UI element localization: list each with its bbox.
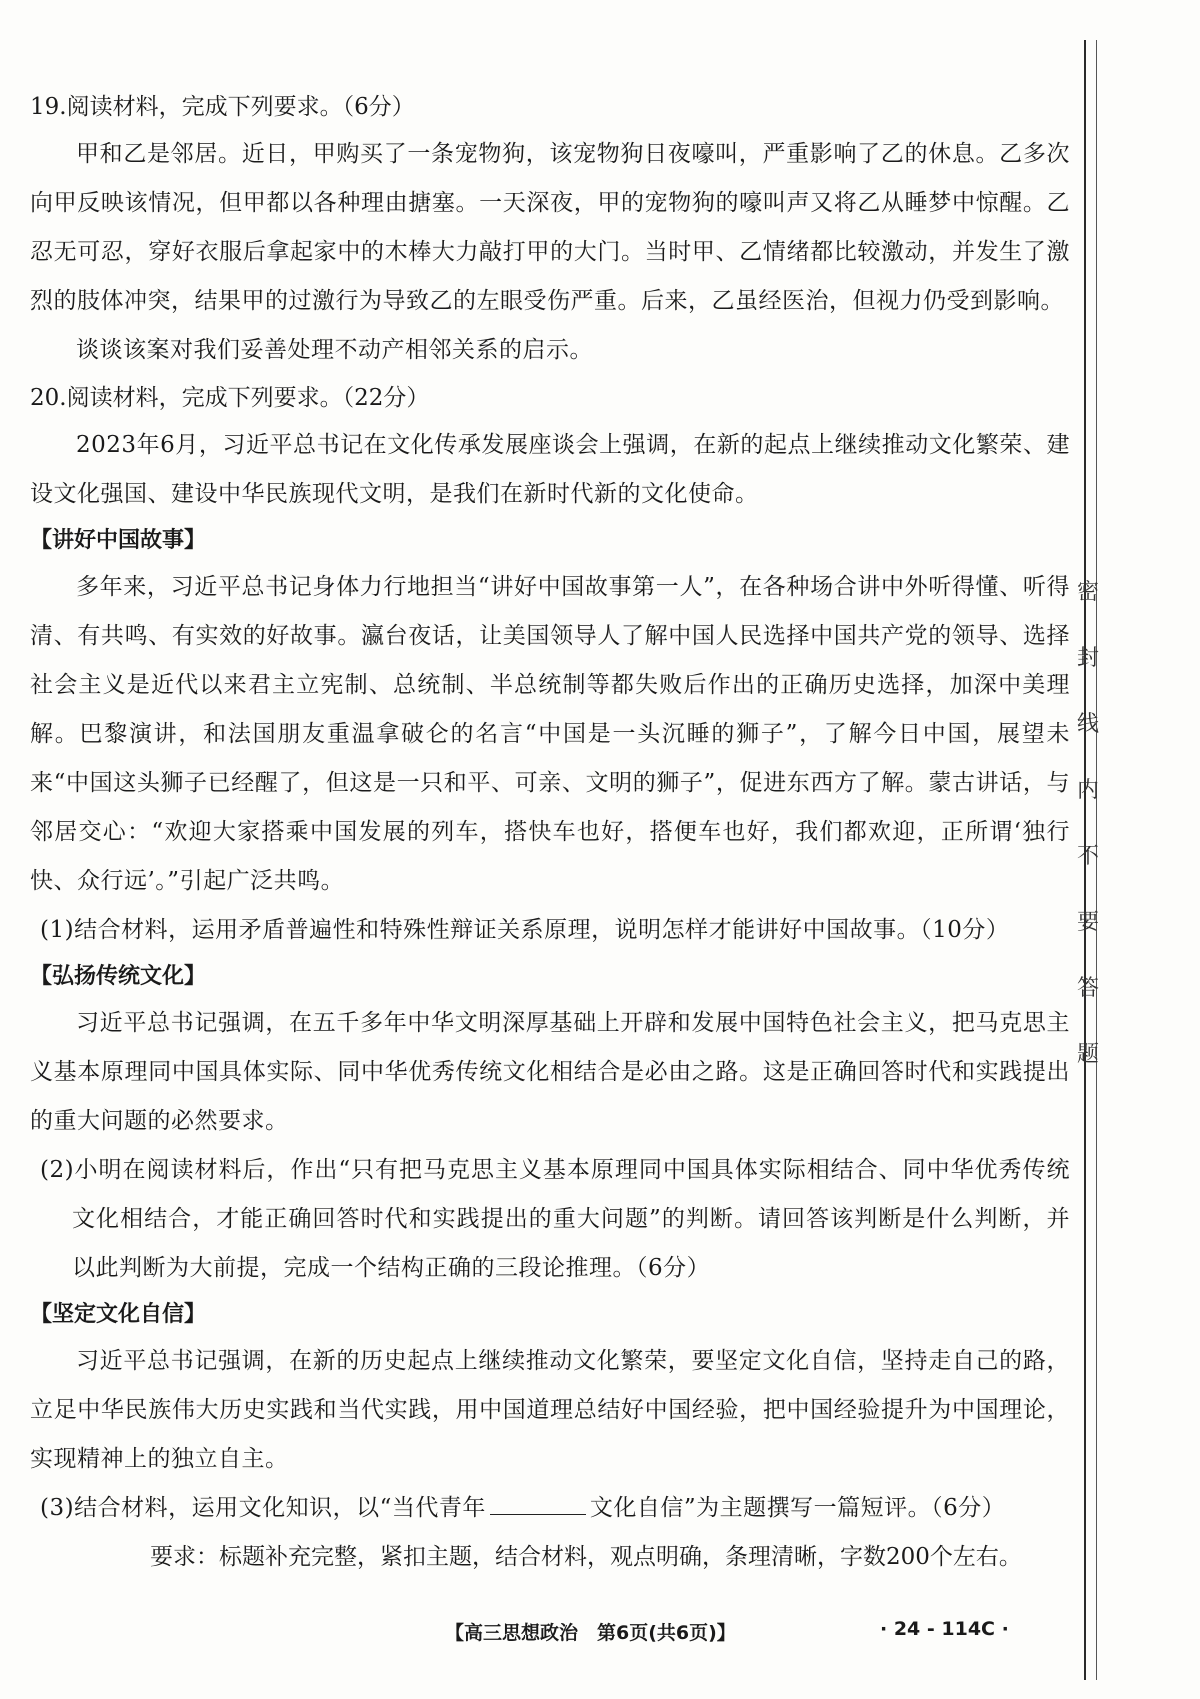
seal-char: 内 bbox=[1076, 778, 1099, 803]
section-heading-china-story: 【讲好中国故事】 bbox=[30, 528, 207, 553]
seal-char: 要 bbox=[1076, 910, 1099, 935]
seal-char: 答 bbox=[1076, 976, 1099, 1001]
seal-char: 不 bbox=[1076, 844, 1099, 869]
section-heading-cultural-confidence: 【坚定文化自信】 bbox=[30, 1302, 207, 1327]
section-heading-traditional-culture: 【弘扬传统文化】 bbox=[30, 964, 207, 989]
answer-blank[interactable] bbox=[490, 1492, 586, 1515]
footer-exam-code: · 24 - 114C · bbox=[880, 1618, 1009, 1640]
question-19-prompt: 谈谈该案对我们妥善处理不动产相邻关系的启示。 bbox=[76, 337, 593, 363]
section-text-cultural-confidence: 习近平总书记强调，在新的历史起点上继续推动文化繁荣，要坚定文化自信，坚持走自己的路，立足中华民族伟大历史实践和当代实践，用中国道理总结好中国经验，把中国经验提升为中国理论，实现精神上的独立自主。 bbox=[30, 1348, 1070, 1472]
sub-question-3-suffix: 文化自信”为主题撰写一篇短评。（6分） bbox=[589, 1495, 1006, 1521]
section-text-china-story: 多年来，习近平总书记身体力行地担当“讲好中国故事第一人”，在各种场合讲中外听得懂、听得清、有共鸣、有实效的好故事。瀛台夜话，让美国领导人了解中国人民选择中国共产党的领导、选择社会主义是近代以来君主立宪制、总统制、半总统制等都失败后作出的正确历史选择，加深中美理解。巴黎演讲，和法国朋友重温拿破仑的名言“中国是一头沉睡的狮子”，了解今日中国，展望未来“中国这头狮子已经醒了，但这是一只和平、可亲、文明的狮子”，促进东西方了解。蒙古讲话，与邻居交心：“欢迎大家搭乘中国发展的列车，搭快车也好，搭便车也好，我们都欢迎，正所谓‘独行快、众行远’。”引起广泛共鸣。 bbox=[30, 574, 1070, 894]
essay-requirement: 要求：标题补充完整，紧扣主题，结合材料，观点明确，条理清晰，字数200个左右。 bbox=[150, 1544, 1022, 1570]
sub-question-1: (1)结合材料，运用矛盾普遍性和特殊性辩证关系原理，说明怎样才能讲好中国故事。（10分） bbox=[40, 917, 1010, 943]
seal-char: 密 bbox=[1076, 580, 1099, 605]
seal-char: 线 bbox=[1076, 712, 1099, 737]
sub-question-2: (2)小明在阅读材料后，作出“只有把马克思主义基本原理同中国具体实际相结合、同中华优秀传统文化相结合，才能正确回答时代和实践提出的重大问题”的判断。请回答该判断是什么判断，并以此判断为大前提，完成一个结构正确的三段论推理。（6分） bbox=[40, 1157, 1070, 1281]
question-20-title: 20.阅读材料，完成下列要求。（22分） bbox=[30, 385, 430, 411]
question-20-intro: 2023年6月，习近平总书记在文化传承发展座谈会上强调，在新的起点上继续推动文化繁荣、建设文化强国、建设中华民族现代文明，是我们在新时代新的文化使命。 bbox=[30, 432, 1070, 507]
seal-char: 题 bbox=[1076, 1042, 1099, 1067]
section-text-traditional-culture: 习近平总书记强调，在五千多年中华文明深厚基础上开辟和发展中国特色社会主义，把马克思主义基本原理同中国具体实际、同中华优秀传统文化相结合是必由之路。这是正确回答时代和实践提出的重大问题的必然要求。 bbox=[30, 1010, 1070, 1134]
question-19-material: 甲和乙是邻居。近日，甲购买了一条宠物狗，该宠物狗日夜嚎叫，严重影响了乙的休息。乙多次向甲反映该情况，但甲都以各种理由搪塞。一天深夜，甲的宠物狗的嚎叫声又将乙从睡梦中惊醒。乙忍无可忍，穿好衣服后拿起家中的木棒大力敲打甲的大门。当时甲、乙情绪都比较激动，并发生了激烈的肢体冲突，结果甲的过激行为导致乙的左眼受伤严重。后来，乙虽经医治，但视力仍受到影响。 bbox=[30, 141, 1070, 314]
seal-line-notice bbox=[1068, 560, 1108, 1088]
sub-question-3 bbox=[30, 1484, 1070, 1533]
seal-char: 封 bbox=[1076, 646, 1099, 671]
sub-question-3-prefix: (3)结合材料，运用文化知识，以“当代青年 bbox=[40, 1495, 486, 1521]
exam-content bbox=[30, 84, 1070, 1582]
footer-page-info: 【高三思想政治 第6页(共6页)】 bbox=[445, 1622, 736, 1644]
question-19-title: 19.阅读材料，完成下列要求。（6分） bbox=[30, 94, 415, 120]
